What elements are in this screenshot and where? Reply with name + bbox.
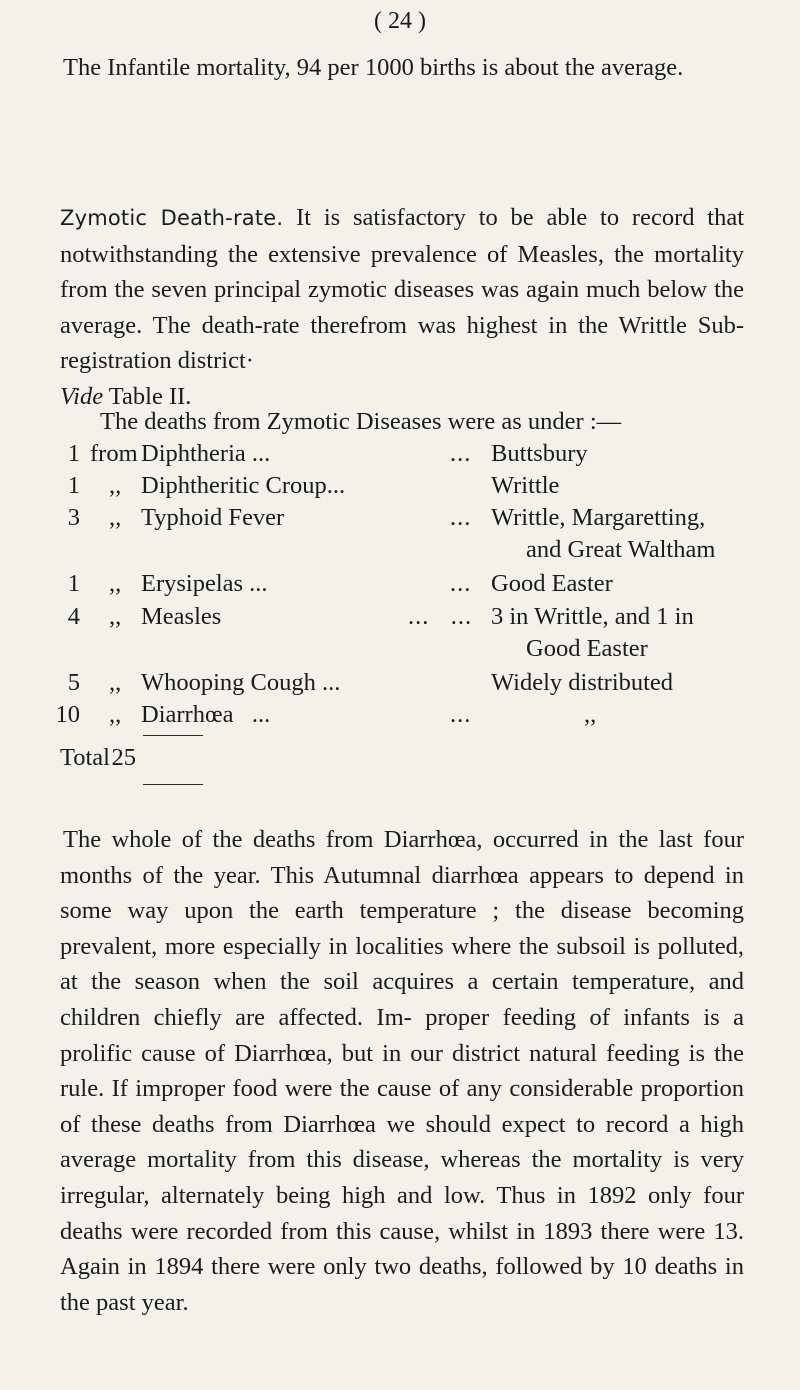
total-row bbox=[0, 742, 800, 774]
locality: Buttsbury bbox=[491, 440, 588, 467]
table-row bbox=[0, 438, 800, 470]
locality: 3 in Writtle, and 1 in bbox=[491, 603, 694, 630]
death-count: 1 bbox=[67, 472, 80, 499]
page-number: ( 24 ) bbox=[374, 8, 426, 34]
infantile-mortality-paragraph: The Infantile mortality, 94 per 1000 births is about the average. bbox=[63, 54, 684, 81]
ditto-mark: ,, bbox=[109, 570, 122, 597]
disease-name: Diphtheria ... bbox=[141, 440, 271, 467]
leader-dots: ... bbox=[450, 440, 472, 467]
section-heading: Zymotic Death-rate. bbox=[60, 206, 284, 230]
leader-dots: ... ... bbox=[408, 603, 473, 630]
total-rule-top bbox=[143, 735, 203, 736]
ditto-mark: ,, bbox=[109, 669, 122, 696]
total-rule-bottom bbox=[143, 784, 203, 785]
total-value: 25 bbox=[111, 744, 136, 771]
diarrhoea-paragraph: The whole of the deaths from Diarrhœa, occurred in the last four months of the year. This Autumnal diarrhœa appears to depend in some way upon the earth temperature ; the disease becoming prevalent, more especially in localities where the subsoil is polluted, at the season when the soil acquires a certain temperature, and children chiefly are affected. Im- proper feeding of infants is a prolific cause of Diarrhœa, but in our district natural feeding is the rule. If improper food were the cause of any considerable proportion of these deaths from Diarrhœa we should expect to record a high average mortality from this disease, whereas the mortality is very irregular, alternately being high and low. Thus in 1892 only four deaths were recorded from this cause, whilst in 1893 there were 13. Again in 1894 there were only two deaths, followed by 10 deaths in the past year. bbox=[60, 826, 744, 1316]
ditto-mark: ,, bbox=[109, 472, 122, 499]
leader-dots: ... bbox=[450, 701, 472, 728]
zymotic-death-rate-paragraph bbox=[60, 200, 744, 415]
death-count: 10 bbox=[55, 701, 80, 728]
locality-continued: and Great Waltham bbox=[526, 536, 716, 563]
death-count: 4 bbox=[67, 603, 80, 630]
locality-continued: Good Easter bbox=[526, 635, 648, 662]
disease-name: Erysipelas ... bbox=[141, 570, 268, 597]
table-row-continuation bbox=[0, 534, 800, 566]
table-row bbox=[0, 601, 800, 633]
table-intro: The deaths from Zymotic Diseases were as under :— bbox=[100, 408, 622, 435]
locality: Writtle, Margaretting, bbox=[491, 504, 706, 531]
locality: Writtle bbox=[491, 472, 560, 499]
locality-ditto: ,, bbox=[584, 701, 597, 728]
disease-name: Whooping Cough ... bbox=[141, 669, 341, 696]
disease-name: Typhoid Fever bbox=[141, 504, 285, 531]
table-reference: Table II. bbox=[108, 382, 192, 410]
total-label: Total bbox=[60, 744, 110, 771]
death-count: 1 bbox=[67, 440, 80, 467]
ditto-mark: ,, bbox=[109, 701, 122, 728]
ditto-mark: ,, bbox=[109, 504, 122, 531]
table-row bbox=[0, 699, 800, 731]
disease-name: Diphtheritic Croup... bbox=[141, 472, 346, 499]
zymotic-paragraph-text: It is satisfactory to be able to record that notwithstanding the extensive prevalence of Measles, the mortality from the seven principal zymotic diseases was again much below the average. The death-rate therefrom was highest in the Writtle Sub-registration district· bbox=[60, 204, 745, 375]
table-row-continuation bbox=[0, 633, 800, 665]
ditto-mark: ,, bbox=[109, 603, 122, 630]
locality: Good Easter bbox=[491, 570, 613, 597]
leader-dots: ... bbox=[450, 570, 472, 597]
disease-name: Diarrhœa ... bbox=[141, 701, 271, 728]
death-count: 1 bbox=[67, 570, 80, 597]
locality: Widely distributed bbox=[491, 669, 674, 696]
from-word: from bbox=[90, 440, 138, 467]
table-row bbox=[0, 470, 800, 502]
table-row bbox=[0, 667, 800, 699]
death-count: 3 bbox=[67, 504, 80, 531]
table-row bbox=[0, 568, 800, 600]
death-count: 5 bbox=[67, 669, 80, 696]
vide-reference: Vide bbox=[60, 382, 104, 410]
disease-name: Measles bbox=[141, 603, 222, 630]
table-row bbox=[0, 502, 800, 534]
leader-dots: ... bbox=[450, 504, 472, 531]
